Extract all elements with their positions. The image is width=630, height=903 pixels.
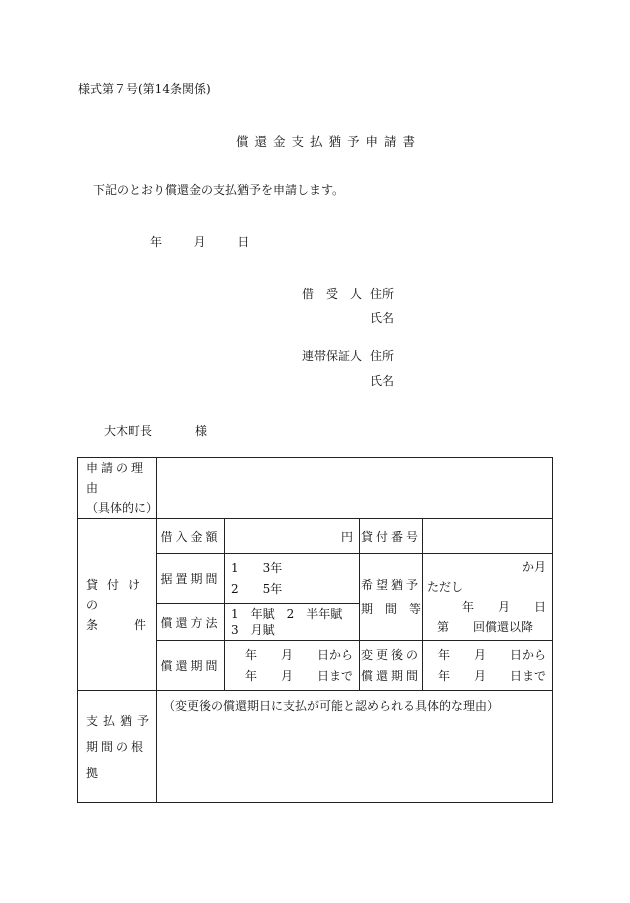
guarantor-address-label: 住所 xyxy=(370,349,395,363)
reason-label-cell xyxy=(78,458,157,519)
loan-amount-label: 借入金額 xyxy=(157,519,225,554)
grace-option-1: 1 3年 xyxy=(231,560,283,575)
basis-label-1: 支払猶予 xyxy=(86,713,155,728)
borrower-label: 借 受 人 xyxy=(302,287,363,301)
changed-period-label xyxy=(360,641,423,691)
desired-from-nth: 第 回償還以降 xyxy=(437,620,534,634)
period-to: 年 月 日まで xyxy=(244,668,353,683)
changed-label-1: 変更後の xyxy=(360,647,421,662)
addressee-name: 大木町長 xyxy=(104,424,153,438)
reason-sublabel: （具体的に） xyxy=(86,501,159,515)
desired-label-2: 期 間 等 xyxy=(360,602,421,616)
repayment-method-label: 償還方法 xyxy=(157,604,225,641)
repayment-period-field[interactable] xyxy=(225,641,360,691)
date-line xyxy=(150,233,249,250)
conditions-label-cell xyxy=(78,519,157,691)
tadashi-text: ただし xyxy=(427,580,464,594)
changed-from: 年 月 日から xyxy=(437,647,546,662)
changed-label-2: 償還期間 xyxy=(360,668,421,683)
loan-number-field[interactable] xyxy=(423,519,553,554)
grace-option-2: 2 5年 xyxy=(231,581,283,596)
conditions-sublabel: 条 件 xyxy=(86,617,147,632)
borrower-address-label: 住所 xyxy=(370,287,395,301)
changed-period-field[interactable] xyxy=(423,641,553,691)
date-year: 年 xyxy=(150,235,163,249)
grace-period-label: 据置期間 xyxy=(157,554,225,604)
repayment-method-options[interactable] xyxy=(225,604,360,641)
yen-unit: 円 xyxy=(340,529,353,544)
conditions-label: 貸付けの xyxy=(86,577,150,612)
desired-period-label xyxy=(360,554,423,641)
date-month: 月 xyxy=(193,235,206,249)
grace-period-options[interactable] xyxy=(225,554,360,604)
basis-label-cell xyxy=(78,691,157,803)
loan-number-label: 貸付番号 xyxy=(360,519,423,554)
reason-label: 申請の理由 xyxy=(86,461,147,495)
period-from: 年 月 日から xyxy=(244,647,353,662)
desired-label-1: 希望猶予 xyxy=(360,578,421,592)
repayment-period-label: 償還期間 xyxy=(157,641,225,691)
borrower-name-label: 氏名 xyxy=(370,311,395,325)
reason-field[interactable] xyxy=(157,458,553,519)
method-option-2: 3 月賦 xyxy=(231,623,275,637)
desired-period-field[interactable] xyxy=(423,554,553,641)
guarantor-label: 連帯保証人 xyxy=(302,349,363,363)
intro-text: 下記のとおり償還金の支払猶予を申請します。 xyxy=(93,183,345,197)
desired-date: 年 月 日 xyxy=(461,600,546,614)
basis-note: （変更後の償還期日に支払が可能と認められる具体的な理由） xyxy=(163,699,500,713)
form-number: 様式第７号(第14条関係) xyxy=(78,82,211,96)
basis-label-2: 期間の根拠 xyxy=(86,739,147,780)
application-table xyxy=(77,457,553,803)
loan-amount-field[interactable] xyxy=(225,519,360,554)
page-title: 償還金支払猶予申請書 xyxy=(236,134,422,149)
date-day: 日 xyxy=(237,235,250,249)
guarantor-name-label: 氏名 xyxy=(370,374,395,388)
method-option-1: 1 年賦 2 半年賦 xyxy=(231,607,343,621)
addressee-honorific: 様 xyxy=(195,424,208,438)
basis-field[interactable] xyxy=(157,691,553,803)
months-unit: か月 xyxy=(521,560,546,574)
changed-to: 年 月 日まで xyxy=(437,668,546,683)
